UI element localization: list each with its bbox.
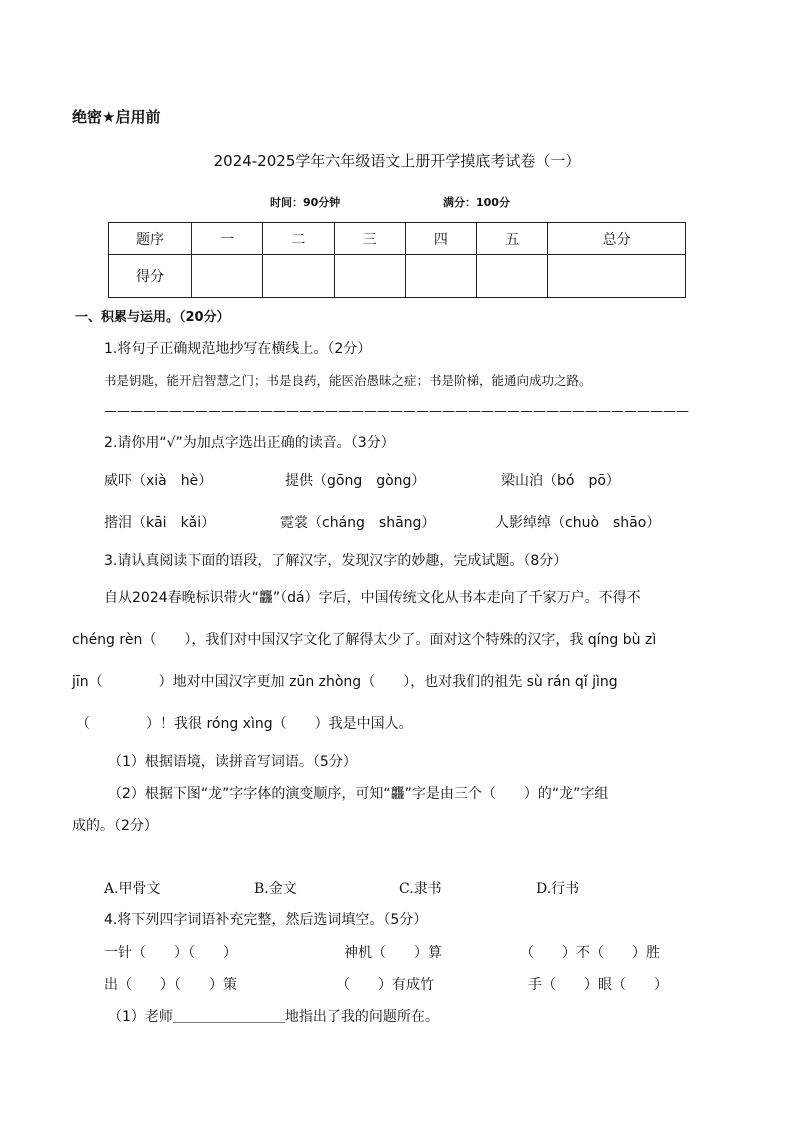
table-row-label: 得分 xyxy=(109,255,192,298)
idiom-blank[interactable]: （ ）不（ ）胜 xyxy=(520,945,660,961)
option-a[interactable]: A.甲骨文 xyxy=(104,881,161,897)
pinyin-choice-item[interactable]: 提供（gōng gòng） xyxy=(285,473,426,489)
passage-line: （ ）！我很 róng xìng（ ）我是中国人。 xyxy=(76,716,413,732)
answer-line[interactable]: ————————————————————————————————————————————— xyxy=(104,404,689,419)
idiom-blank[interactable]: 出（ ）（ ）策 xyxy=(104,977,237,993)
exam-title: 2024-2025学年六年级语文上册开学摸底考试卷（一） xyxy=(213,152,581,170)
idiom-blank[interactable]: 手（ ）眼（ ） xyxy=(528,977,668,993)
score-cell[interactable] xyxy=(334,255,405,298)
idiom-blank[interactable]: 神机（ ）算 xyxy=(344,945,442,961)
question-2-stem: 2.请你用“√”为加点字选出正确的读音。（3分） xyxy=(104,435,395,451)
question-4-stem: 4.将下列四字词语补充完整，然后选词填空。（5分） xyxy=(104,912,428,928)
idiom-blank[interactable]: （ ）有成竹 xyxy=(336,977,434,993)
score-cell[interactable] xyxy=(548,255,686,298)
table-header-cell: 四 xyxy=(405,223,476,255)
option-d[interactable]: D.行书 xyxy=(536,881,580,897)
question-1-sentence: 书是钥匙，能开启智慧之门；书是良药，能医治愚昧之症；书是阶梯，能通向成功之路。 xyxy=(104,373,592,388)
total-score-info: 满分：100分 xyxy=(443,196,510,209)
sub-question: （2）根据下图“龙”字字体的演变顺序，可知“龘”字是由三个（ ）的“龙”字组 xyxy=(108,786,609,802)
table-header-cell: 一 xyxy=(192,223,263,255)
time-info: 时间：90分钟 xyxy=(270,196,341,209)
score-cell[interactable] xyxy=(405,255,476,298)
pinyin-choice-item[interactable]: 霓裳（cháng shāng） xyxy=(280,515,436,531)
pinyin-choice-item[interactable]: 梁山泊（bó pō） xyxy=(501,473,620,489)
table-header-cell: 五 xyxy=(477,223,548,255)
score-table-score-row xyxy=(109,255,686,298)
passage-line: jīn（ ）地对中国汉字更加 zūn zhòng（ ），也对我们的祖先 sù rán qǐ jìng xyxy=(72,674,618,690)
question-3-stem: 3.请认真阅读下面的语段，了解汉字，发现汉字的妙趣，完成试题。（8分） xyxy=(104,553,568,569)
score-table xyxy=(108,222,686,298)
option-b[interactable]: B.金文 xyxy=(254,881,297,897)
fill-in-sentence[interactable]: （1）老师＿＿＿＿＿＿＿＿地指出了我的问题所在。 xyxy=(108,1009,439,1025)
score-cell[interactable] xyxy=(192,255,263,298)
confidential-label: 绝密★启用前 xyxy=(72,108,161,126)
table-header-cell: 题序 xyxy=(109,223,192,255)
passage-line: 自从2024春晚标识带火“龘”（dá）字后，中国传统文化从书本走向了千家万户。不得不 xyxy=(104,590,641,606)
sub-question: （1）根据语境，读拼音写词语。（5分） xyxy=(108,754,357,770)
option-c[interactable]: C.隶书 xyxy=(399,881,442,897)
table-header-cell: 三 xyxy=(334,223,405,255)
table-header-cell: 总分 xyxy=(548,223,686,255)
pinyin-choice-item[interactable]: 人影绰绰（chuò shāo） xyxy=(495,515,661,531)
score-cell[interactable] xyxy=(263,255,334,298)
passage-line: chéng rèn（ ），我们对中国汉字文化了解得太少了。面对这个特殊的汉字，我 qíng bù zì xyxy=(72,632,657,648)
pinyin-choice-item[interactable]: 揩泪（kāi kǎi） xyxy=(104,515,216,531)
question-1-stem: 1.将句子正确规范地抄写在横线上。（2分） xyxy=(104,341,372,357)
sub-question-continued: 成的。（2分） xyxy=(72,818,158,834)
section-title: 一、积累与运用。（20分） xyxy=(75,310,230,325)
score-table-header-row xyxy=(109,223,686,255)
pinyin-choice-item[interactable]: 威吓（xià hè） xyxy=(104,473,213,489)
score-cell[interactable] xyxy=(477,255,548,298)
table-header-cell: 二 xyxy=(263,223,334,255)
idiom-blank[interactable]: 一针（ ）（ ） xyxy=(104,945,237,961)
